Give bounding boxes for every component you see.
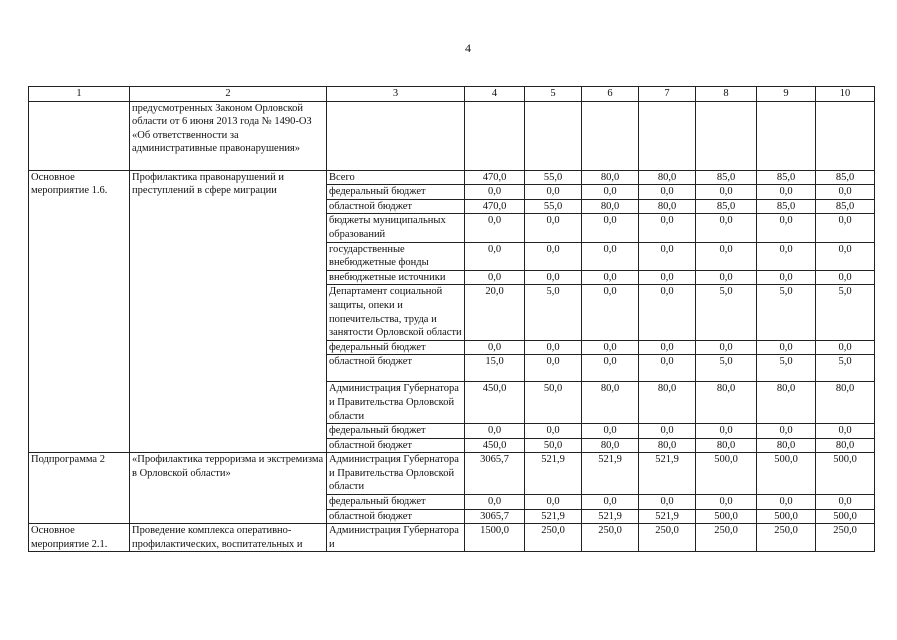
value-cell: 470,0 bbox=[465, 170, 525, 185]
value-cell: 0,0 bbox=[757, 424, 816, 439]
value-cell: 521,9 bbox=[582, 453, 639, 495]
value-cell: 450,0 bbox=[465, 382, 525, 424]
value-cell: 0,0 bbox=[757, 270, 816, 285]
value-cell: 80,0 bbox=[639, 382, 696, 424]
event-cell bbox=[29, 101, 130, 170]
value-cell: 55,0 bbox=[525, 199, 582, 214]
value-cell: 0,0 bbox=[465, 424, 525, 439]
value-cell: 85,0 bbox=[757, 199, 816, 214]
value-cell: 20,0 bbox=[465, 285, 525, 340]
value-cell: 250,0 bbox=[525, 524, 582, 552]
description-cell: «Профилактика терроризма и экстремизма в Орловской области» bbox=[130, 453, 327, 524]
header-cell: 5 bbox=[525, 87, 582, 102]
value-cell: 50,0 bbox=[525, 438, 582, 453]
value-cell: 500,0 bbox=[757, 509, 816, 524]
value-cell bbox=[582, 101, 639, 170]
value-cell: 0,0 bbox=[525, 340, 582, 355]
value-cell: 250,0 bbox=[816, 524, 875, 552]
value-cell: 0,0 bbox=[639, 495, 696, 510]
table-row bbox=[29, 170, 875, 185]
value-cell: 0,0 bbox=[525, 495, 582, 510]
description-cell: Профилактика правонарушений и преступлений в сфере миграции bbox=[130, 170, 327, 453]
value-cell: 250,0 bbox=[582, 524, 639, 552]
value-cell: 0,0 bbox=[757, 214, 816, 242]
header-cell: 2 bbox=[130, 87, 327, 102]
value-cell: 0,0 bbox=[816, 424, 875, 439]
header-cell: 7 bbox=[639, 87, 696, 102]
source-cell: федеральный бюджет bbox=[327, 424, 465, 439]
source-cell: бюджеты муниципальных образований bbox=[327, 214, 465, 242]
value-cell: 80,0 bbox=[757, 438, 816, 453]
value-cell: 0,0 bbox=[525, 270, 582, 285]
value-cell bbox=[465, 101, 525, 170]
value-cell: 500,0 bbox=[816, 453, 875, 495]
value-cell: 0,0 bbox=[639, 242, 696, 270]
value-cell: 0,0 bbox=[582, 214, 639, 242]
header-cell: 4 bbox=[465, 87, 525, 102]
value-cell bbox=[757, 101, 816, 170]
value-cell: 0,0 bbox=[465, 495, 525, 510]
value-cell: 85,0 bbox=[757, 170, 816, 185]
source-cell: федеральный бюджет bbox=[327, 495, 465, 510]
source-cell bbox=[327, 101, 465, 170]
source-cell: областной бюджет bbox=[327, 355, 465, 382]
value-cell: 521,9 bbox=[582, 509, 639, 524]
source-cell: Администрация Губернатора и Правительства Орловской области bbox=[327, 382, 465, 424]
value-cell: 500,0 bbox=[696, 509, 757, 524]
value-cell: 80,0 bbox=[639, 170, 696, 185]
value-cell: 5,0 bbox=[696, 355, 757, 382]
value-cell: 470,0 bbox=[465, 199, 525, 214]
value-cell: 0,0 bbox=[525, 185, 582, 200]
value-cell: 0,0 bbox=[696, 185, 757, 200]
header-cell: 1 bbox=[29, 87, 130, 102]
value-cell: 0,0 bbox=[816, 340, 875, 355]
value-cell: 0,0 bbox=[465, 214, 525, 242]
table-row bbox=[29, 453, 875, 495]
source-cell: внебюджетные источники bbox=[327, 270, 465, 285]
value-cell: 0,0 bbox=[465, 185, 525, 200]
table-row bbox=[29, 524, 875, 552]
source-cell: областной бюджет bbox=[327, 199, 465, 214]
source-cell: областной бюджет bbox=[327, 438, 465, 453]
value-cell: 80,0 bbox=[757, 382, 816, 424]
header-cell: 6 bbox=[582, 87, 639, 102]
value-cell: 0,0 bbox=[525, 242, 582, 270]
value-cell: 0,0 bbox=[639, 340, 696, 355]
value-cell: 500,0 bbox=[696, 453, 757, 495]
value-cell: 0,0 bbox=[525, 355, 582, 382]
value-cell: 500,0 bbox=[757, 453, 816, 495]
value-cell: 0,0 bbox=[582, 185, 639, 200]
value-cell: 0,0 bbox=[639, 185, 696, 200]
value-cell: 85,0 bbox=[696, 199, 757, 214]
source-cell: Администрация Губернатора и Правительства Орловской области bbox=[327, 453, 465, 495]
value-cell: 0,0 bbox=[816, 242, 875, 270]
value-cell: 0,0 bbox=[757, 242, 816, 270]
source-cell: областной бюджет bbox=[327, 509, 465, 524]
value-cell: 5,0 bbox=[757, 285, 816, 340]
value-cell: 250,0 bbox=[639, 524, 696, 552]
value-cell: 0,0 bbox=[757, 495, 816, 510]
value-cell: 0,0 bbox=[816, 185, 875, 200]
value-cell: 0,0 bbox=[582, 285, 639, 340]
value-cell: 0,0 bbox=[757, 185, 816, 200]
value-cell: 450,0 bbox=[465, 438, 525, 453]
value-cell: 0,0 bbox=[525, 214, 582, 242]
description-cell: предусмотренных Законом Орловской области от 6 июня 2013 года № 1490-ОЗ «Об ответственности за административные правонарушения» bbox=[130, 101, 327, 170]
value-cell: 0,0 bbox=[582, 495, 639, 510]
value-cell: 0,0 bbox=[696, 214, 757, 242]
value-cell: 80,0 bbox=[696, 438, 757, 453]
value-cell: 0,0 bbox=[816, 270, 875, 285]
header-cell: 9 bbox=[757, 87, 816, 102]
value-cell: 0,0 bbox=[639, 355, 696, 382]
value-cell: 0,0 bbox=[696, 495, 757, 510]
header-cell: 10 bbox=[816, 87, 875, 102]
value-cell bbox=[816, 101, 875, 170]
value-cell: 80,0 bbox=[582, 438, 639, 453]
value-cell: 0,0 bbox=[639, 285, 696, 340]
value-cell: 0,0 bbox=[465, 270, 525, 285]
value-cell: 0,0 bbox=[582, 270, 639, 285]
value-cell: 5,0 bbox=[696, 285, 757, 340]
value-cell: 80,0 bbox=[816, 438, 875, 453]
budget-table bbox=[28, 86, 875, 552]
value-cell: 0,0 bbox=[696, 242, 757, 270]
source-cell: федеральный бюджет bbox=[327, 340, 465, 355]
value-cell: 80,0 bbox=[582, 382, 639, 424]
header-cell: 3 bbox=[327, 87, 465, 102]
value-cell: 80,0 bbox=[582, 199, 639, 214]
value-cell: 5,0 bbox=[816, 285, 875, 340]
value-cell: 80,0 bbox=[639, 438, 696, 453]
value-cell: 1500,0 bbox=[465, 524, 525, 552]
value-cell: 500,0 bbox=[816, 509, 875, 524]
value-cell: 0,0 bbox=[525, 424, 582, 439]
source-cell: Департамент социальной защиты, опеки и попечительства, труда и занятости Орловской области bbox=[327, 285, 465, 340]
value-cell: 0,0 bbox=[816, 495, 875, 510]
value-cell: 85,0 bbox=[816, 199, 875, 214]
value-cell: 521,9 bbox=[639, 453, 696, 495]
value-cell: 80,0 bbox=[696, 382, 757, 424]
value-cell: 521,9 bbox=[639, 509, 696, 524]
value-cell: 0,0 bbox=[816, 214, 875, 242]
value-cell: 0,0 bbox=[465, 340, 525, 355]
value-cell: 55,0 bbox=[525, 170, 582, 185]
value-cell: 85,0 bbox=[696, 170, 757, 185]
table-row bbox=[29, 101, 875, 170]
value-cell: 5,0 bbox=[757, 355, 816, 382]
source-cell: государственные внебюджетные фонды bbox=[327, 242, 465, 270]
value-cell: 0,0 bbox=[639, 424, 696, 439]
value-cell: 0,0 bbox=[582, 424, 639, 439]
value-cell: 0,0 bbox=[696, 424, 757, 439]
source-cell: Всего bbox=[327, 170, 465, 185]
event-cell: Основное мероприятие 1.6. bbox=[29, 170, 130, 453]
source-cell: федеральный бюджет bbox=[327, 185, 465, 200]
header-cell: 8 bbox=[696, 87, 757, 102]
value-cell: 250,0 bbox=[757, 524, 816, 552]
description-cell: Проведение комплекса оперативно-профилактических, воспитательных и bbox=[130, 524, 327, 552]
event-cell: Подпрограмма 2 bbox=[29, 453, 130, 524]
value-cell: 521,9 bbox=[525, 453, 582, 495]
value-cell: 80,0 bbox=[582, 170, 639, 185]
value-cell: 0,0 bbox=[582, 355, 639, 382]
value-cell: 15,0 bbox=[465, 355, 525, 382]
value-cell bbox=[696, 101, 757, 170]
value-cell: 80,0 bbox=[816, 382, 875, 424]
value-cell bbox=[639, 101, 696, 170]
value-cell: 0,0 bbox=[696, 270, 757, 285]
value-cell bbox=[525, 101, 582, 170]
value-cell: 85,0 bbox=[816, 170, 875, 185]
value-cell: 250,0 bbox=[696, 524, 757, 552]
value-cell: 0,0 bbox=[757, 340, 816, 355]
source-cell: Администрация Губернатора и bbox=[327, 524, 465, 552]
value-cell: 521,9 bbox=[525, 509, 582, 524]
page-number: 4 bbox=[465, 41, 471, 55]
event-cell: Основное мероприятие 2.1. bbox=[29, 524, 130, 552]
value-cell: 0,0 bbox=[465, 242, 525, 270]
value-cell: 5,0 bbox=[525, 285, 582, 340]
value-cell: 0,0 bbox=[639, 214, 696, 242]
value-cell: 0,0 bbox=[696, 340, 757, 355]
value-cell: 0,0 bbox=[639, 270, 696, 285]
header-row bbox=[29, 87, 875, 102]
value-cell: 3065,7 bbox=[465, 453, 525, 495]
value-cell: 0,0 bbox=[582, 340, 639, 355]
value-cell: 0,0 bbox=[582, 242, 639, 270]
value-cell: 50,0 bbox=[525, 382, 582, 424]
value-cell: 80,0 bbox=[639, 199, 696, 214]
value-cell: 3065,7 bbox=[465, 509, 525, 524]
value-cell: 5,0 bbox=[816, 355, 875, 382]
